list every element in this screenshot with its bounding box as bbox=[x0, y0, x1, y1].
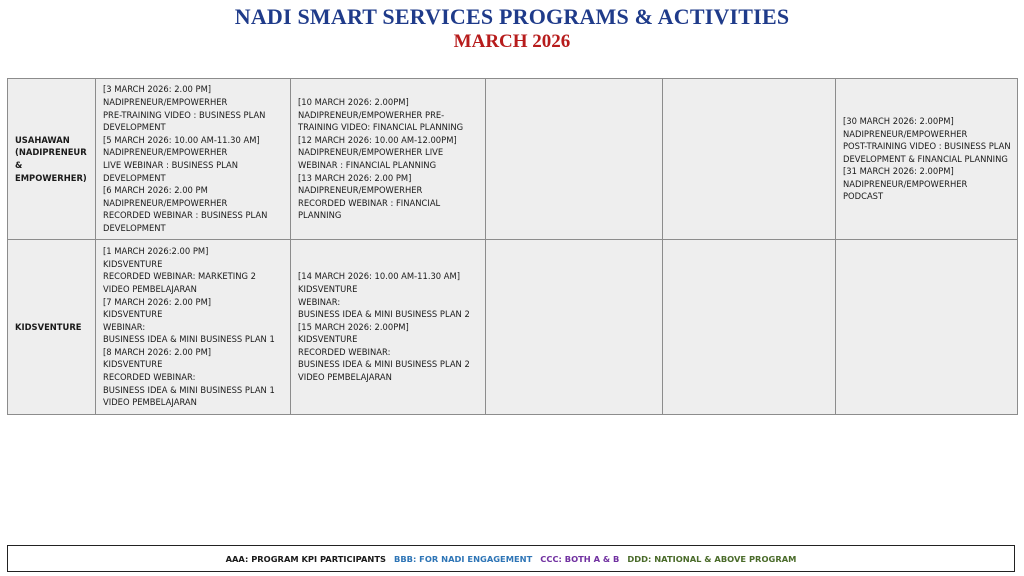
row-label-line: (NADIPRENEUR bbox=[15, 147, 87, 158]
cell-text-line: RECORDED WEBINAR: bbox=[298, 346, 391, 357]
legend-item-ccc: CCC: BOTH A & B bbox=[540, 553, 620, 564]
cell-text-line: RECORDED WEBINAR: bbox=[103, 372, 196, 383]
cell-text-line: [12 MARCH 2026: 10.00 AM-12.00PM] bbox=[298, 134, 457, 145]
cell-text-line: VIDEO PEMBELAJARAN bbox=[103, 283, 197, 294]
cell-text-line: RECORDED WEBINAR : FINANCIAL PLANNING bbox=[298, 197, 441, 221]
cell-text-line: [5 MARCH 2026: 10.00 AM-11.30 AM] bbox=[103, 134, 260, 145]
legend-item-aaa: AAA: PROGRAM KPI PARTICIPANTS bbox=[225, 553, 386, 564]
cell-text-line: POST-TRAINING VIDEO : BUSINESS PLAN DEVELOPMENT & FINANCIAL PLANNING bbox=[843, 141, 1011, 164]
cell-text-line: NADIPRENEUR/EMPOWERHER bbox=[298, 185, 423, 196]
cell-text-line: [8 MARCH 2026: 2.00 PM] bbox=[103, 346, 212, 357]
cell-text-line: LIVE WEBINAR : BUSINESS PLAN DEVELOPMENT bbox=[103, 160, 238, 183]
row-label bbox=[8, 240, 96, 415]
cell-text-line: NADIPRENEUR/EMPOWERHER bbox=[843, 128, 968, 139]
cell-text-line: PRE-TRAINING VIDEO : BUSINESS PLAN DEVELOPMENT bbox=[103, 109, 266, 133]
page-subtitle: MARCH 2026 bbox=[453, 31, 571, 52]
cell-text-line: NADIPRENEUR/EMPOWERHER PRE-TRAINING VIDEO: FINANCIAL PLANNING bbox=[298, 109, 464, 133]
cell-text-line: [1 MARCH 2026:2.00 PM] bbox=[103, 246, 209, 257]
cell-text-line: NADIPRENEUR/EMPOWERHER LIVE WEBINAR : FINANCIAL PLANNING bbox=[298, 147, 444, 170]
schedule-cell bbox=[486, 240, 663, 415]
row-label-line: KIDSVENTURE bbox=[15, 321, 82, 332]
table-row-usahawan bbox=[8, 79, 1018, 240]
cell-text-line: BUSINESS IDEA & MINI BUSINESS PLAN 1 bbox=[103, 334, 275, 345]
legend-item-bbb: BBB: FOR NADI ENGAGEMENT bbox=[394, 553, 533, 564]
cell-text-line: [13 MARCH 2026: 2.00 PM] bbox=[298, 172, 412, 183]
row-label-line: USAHAWAN bbox=[15, 134, 70, 145]
schedule-cell bbox=[96, 79, 291, 240]
cell-text-line: [10 MARCH 2026: 2.00PM] bbox=[298, 97, 409, 108]
cell-text-line: VIDEO PEMBELAJARAN bbox=[103, 397, 197, 408]
cell-text-line: BUSINESS IDEA & MINI BUSINESS PLAN 2 bbox=[298, 359, 470, 370]
cell-text-line: [7 MARCH 2026: 2.00 PM] bbox=[103, 296, 212, 307]
schedule-cell bbox=[96, 240, 291, 415]
table-row-kidsventure bbox=[8, 240, 1018, 415]
cell-text-line: NADIPRENEUR/EMPOWERHER bbox=[103, 147, 228, 158]
row-label-line: & bbox=[15, 160, 23, 170]
cell-text-line: BUSINESS IDEA & MINI BUSINESS PLAN 1 bbox=[103, 384, 275, 395]
row-label bbox=[8, 79, 96, 240]
schedule-cell bbox=[663, 240, 836, 415]
cell-text-line: WEBINAR: bbox=[103, 321, 146, 332]
cell-text-line: [3 MARCH 2026: 2.00 PM] bbox=[103, 84, 212, 95]
schedule-cell bbox=[836, 240, 1018, 415]
cell-text-line: [14 MARCH 2026: 10.00 AM-11.30 AM] bbox=[298, 271, 461, 282]
schedule-cell bbox=[486, 79, 663, 240]
legend-item-ddd: DDD: NATIONAL & ABOVE PROGRAM bbox=[627, 553, 797, 564]
cell-text-line: BUSINESS IDEA & MINI BUSINESS PLAN 2 bbox=[298, 309, 470, 320]
cell-text-line: [30 MARCH 2026: 2.00PM] bbox=[843, 115, 954, 126]
cell-text-line: [6 MARCH 2026: 2.00 PM bbox=[103, 185, 208, 196]
cell-text-line: [15 MARCH 2026: 2.00PM] bbox=[298, 321, 409, 332]
cell-text-line: VIDEO PEMBELAJARAN bbox=[298, 372, 392, 383]
cell-text-line: KIDSVENTURE bbox=[103, 309, 163, 320]
schedule-table bbox=[7, 78, 1018, 415]
cell-text-line: KIDSVENTURE bbox=[298, 283, 358, 294]
cell-text-line: KIDSVENTURE bbox=[103, 258, 163, 269]
cell-text-line: [31 MARCH 2026: 2.00PM] bbox=[843, 166, 954, 177]
cell-text-line: NADIPRENEUR/EMPOWERHER bbox=[103, 197, 228, 208]
schedule-cell bbox=[836, 79, 1018, 240]
cell-text-line: KIDSVENTURE bbox=[103, 359, 163, 370]
cell-text-line: WEBINAR: bbox=[298, 296, 341, 307]
cell-text-line: KIDSVENTURE bbox=[298, 334, 358, 345]
cell-text-line: NADIPRENEUR/EMPOWERHER bbox=[843, 178, 968, 189]
row-label-line: EMPOWERHER) bbox=[15, 172, 87, 183]
cell-text-line: RECORDED WEBINAR : BUSINESS PLAN DEVELOPMENT bbox=[103, 210, 268, 233]
cell-text-line: NADIPRENEUR/EMPOWERHER bbox=[103, 97, 228, 108]
schedule-cell bbox=[291, 79, 486, 240]
schedule-cell bbox=[663, 79, 836, 240]
schedule-cell bbox=[291, 240, 486, 415]
legend-bar bbox=[7, 545, 1015, 572]
page-title: NADI SMART SERVICES PROGRAMS & ACTIVITIES bbox=[234, 4, 790, 29]
cell-text-line: PODCAST bbox=[843, 191, 884, 202]
cell-text-line: RECORDED WEBINAR: MARKETING 2 bbox=[103, 271, 256, 282]
